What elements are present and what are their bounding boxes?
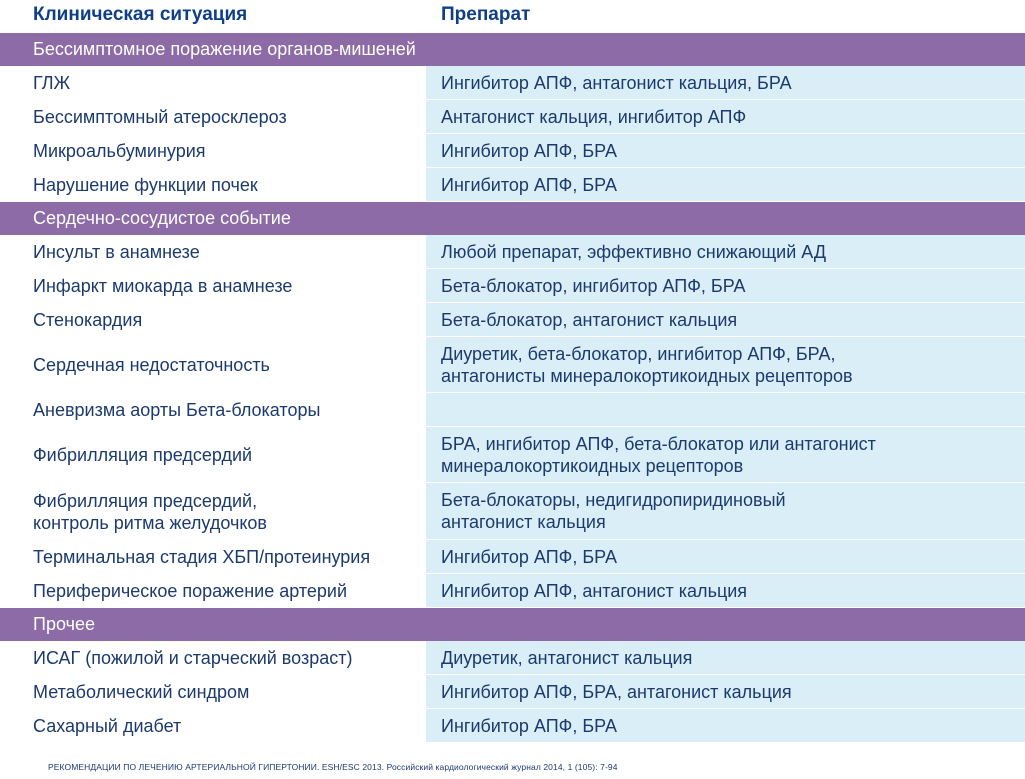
- situation-text: Терминальная стадия ХБП/протеинурия: [33, 547, 371, 567]
- table-header: [0, 0, 1025, 33]
- situation-text: Инфаркт миокарда в анамнезе: [33, 276, 293, 296]
- table-body: [0, 33, 1025, 743]
- drug-text: Антагонист кальция, ингибитор АПФ: [441, 106, 747, 127]
- drug-cell: [426, 134, 1025, 168]
- situation-cell: [0, 427, 426, 483]
- drug-cell: [426, 393, 1025, 427]
- table-row: [0, 483, 1025, 540]
- situation-text: Сахарный диабет: [33, 716, 182, 736]
- situation-text: Бессимптомный атеросклероз: [33, 107, 287, 127]
- table-row: [0, 100, 1025, 134]
- drug-cell: [426, 574, 1025, 608]
- drug-cell: [426, 709, 1025, 743]
- table-row: [0, 427, 1025, 483]
- situation-cell: [0, 574, 426, 608]
- drug-cell: [426, 168, 1025, 202]
- drug-text: Ингибитор АПФ, БРА: [441, 546, 617, 567]
- drug-cell: [426, 100, 1025, 134]
- header-clinical-situation: Клиническая ситуация: [33, 4, 248, 25]
- section-header: [0, 608, 1025, 641]
- situation-cell: [0, 337, 426, 393]
- table-row: [0, 66, 1025, 100]
- situation-text: Фибрилляция предсердий, контроль ритма желудочков: [33, 490, 267, 533]
- drug-text: Диуретик, бета-блокатор, ингибитор АПФ, БРА, антагонисты минералокортикоидных рецепторов: [441, 343, 853, 386]
- table-row: [0, 641, 1025, 675]
- table-row: [0, 709, 1025, 743]
- drug-text: Бета-блокатор, ингибитор АПФ, БРА: [441, 275, 746, 296]
- drug-text: Ингибитор АПФ, антагонист кальция: [441, 580, 748, 601]
- situation-cell: [0, 269, 426, 303]
- situation-cell: [0, 100, 426, 134]
- drug-text: Ингибитор АПФ, БРА: [441, 715, 617, 736]
- section-header: [0, 33, 1025, 66]
- situation-text: Периферическое поражение артерий: [33, 581, 348, 601]
- situation-cell: [0, 641, 426, 675]
- situation-cell: [0, 303, 426, 337]
- drug-cell: [426, 675, 1025, 709]
- drug-cell: [426, 641, 1025, 675]
- situation-text: Сердечная недостаточность: [33, 355, 270, 375]
- situation-cell: [0, 66, 426, 100]
- drug-text: Бета-блокатор, антагонист кальция: [441, 309, 738, 330]
- drug-text: Любой препарат, эффективно снижающий АД: [441, 241, 827, 262]
- drug-text: Ингибитор АПФ, БРА: [441, 174, 617, 195]
- situation-text: Метаболический синдром: [33, 682, 250, 702]
- situation-cell: [0, 675, 426, 709]
- table-row: [0, 235, 1025, 269]
- situation-cell: [0, 235, 426, 269]
- situation-cell: [0, 168, 426, 202]
- drug-cell: [426, 269, 1025, 303]
- drug-cell: [426, 66, 1025, 100]
- drug-text: Диуретик, антагонист кальция: [441, 647, 693, 668]
- header-drug: Препарат: [441, 4, 531, 25]
- drug-text: БРА, ингибитор АПФ, бета-блокатор или антагонист минералокортикоидных рецепторов: [441, 433, 876, 476]
- situation-cell: [0, 134, 426, 168]
- section-label: Бессимптомное поражение органов-мишеней: [33, 39, 416, 59]
- table-row: [0, 675, 1025, 709]
- situation-text: Стенокардия: [33, 310, 143, 330]
- situation-text: Микроальбуминурия: [33, 141, 206, 161]
- section-label: Прочее: [33, 614, 95, 634]
- situation-text: ГЛЖ: [33, 73, 71, 93]
- table-row: [0, 574, 1025, 608]
- situation-text: ИСАГ (пожилой и старческий возраст): [33, 648, 353, 668]
- situation-cell: [0, 393, 426, 427]
- drug-cell: [426, 427, 1025, 483]
- situation-cell: [0, 540, 426, 574]
- table-row: [0, 337, 1025, 393]
- situation-text: Аневризма аорты Бета-блокаторы: [33, 400, 321, 420]
- situation-cell: [0, 709, 426, 743]
- situation-text: Фибрилляция предсердий: [33, 445, 253, 465]
- drug-cell: [426, 303, 1025, 337]
- situation-cell: [0, 483, 426, 540]
- drug-text: Ингибитор АПФ, антагонист кальция, БРА: [441, 72, 792, 93]
- drug-cell: [426, 337, 1025, 393]
- situation-text: Инсульт в анамнезе: [33, 242, 200, 262]
- drug-cell: [426, 540, 1025, 574]
- situation-text: Нарушение функции почек: [33, 175, 258, 195]
- footnote-citation: РЕКОМЕНДАЦИИ ПО ЛЕЧЕНИЮ АРТЕРИАЛЬНОЙ ГИПЕРТОНИИ. ESH/ESC 2013. Российский кардиологический журнал 2014, 1 (105): 7-94: [48, 762, 618, 772]
- drug-text: Ингибитор АПФ, БРА, антагонист кальция: [441, 681, 792, 702]
- drug-cell: [426, 483, 1025, 540]
- section-label: Сердечно-сосудистое событие: [33, 208, 291, 228]
- drug-cell: [426, 235, 1025, 269]
- drug-text: Бета-блокаторы, недигидропиридиновый антагонист кальция: [441, 490, 786, 532]
- drug-text: Ингибитор АПФ, БРА: [441, 140, 617, 161]
- table-row: [0, 393, 1025, 427]
- section-header: [0, 202, 1025, 235]
- table-row: [0, 269, 1025, 303]
- table-row: [0, 303, 1025, 337]
- table-row: [0, 168, 1025, 202]
- table-row: [0, 540, 1025, 574]
- table-row: [0, 134, 1025, 168]
